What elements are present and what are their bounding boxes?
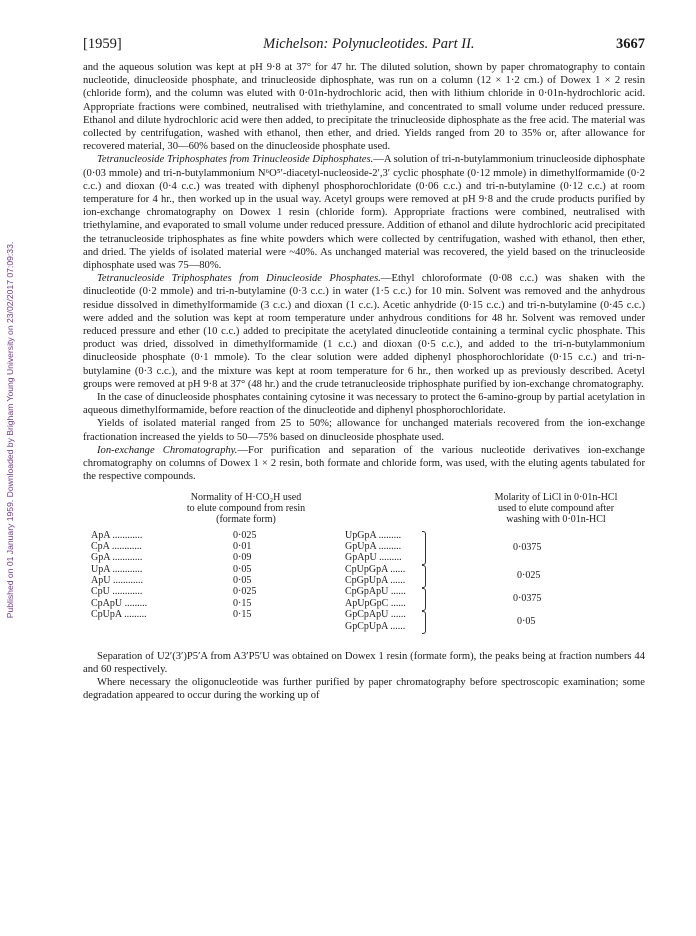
page-number: 3667 [615,36,645,52]
table-row: ApA ............ [91,529,143,541]
paragraph-8: Where necessary the oligonucleotide was further purified by paper chromatography before spectroscopic examination; some degradation appeared to occur during the working up of [83,676,645,702]
paragraph-5: Yields of isolated material ranged from 25 to 50%; allowance for unchanged materials recovered from the ion-exchange fractionation increased the yields to 50—75% based on dinucleoside phosphate used. [83,418,645,443]
table-row: UpGpA ......... [345,529,402,541]
compound-name: GpUpA [345,540,377,552]
table-row: CpGpApU ...... [345,586,406,598]
compound-name: ApU [91,575,111,587]
paragraph-3 [83,272,645,391]
header-year: [1959] [83,36,122,52]
table-row: CpU ............ [91,586,143,598]
left-compound-column [91,530,147,621]
group-brace [422,531,426,565]
paragraph-2 [83,153,645,272]
header-line: (formate form) [216,514,276,526]
paragraph-6 [83,444,645,484]
right-column-header [471,492,641,526]
paragraph-6-body: —For purification and separation of the various nucleotide derivatives ion-exchange chromatography on columns of Dowex 1 × 2 resin, both formate and chloride form, was used, with the eluting agents tabulated for the respective compounds. [83,444,645,483]
group-brace [422,565,426,588]
page-content [83,36,645,702]
compound-name: CpUpGpA [345,563,388,575]
left-column-header [171,492,321,526]
group-value: 0·0375 [513,541,542,553]
group-value: 0·025 [517,569,541,581]
section-heading: Ion-exchange Chromatography. [97,444,238,456]
table-row: GpApU ......... [345,552,402,564]
header-line: Molarity of LiCl in 0·01n-HCl [494,491,618,503]
cell-value: 0·15 [233,597,252,609]
compound-name: CpUpA [91,609,122,621]
group-value: 0·0375 [513,592,542,604]
table-row: UpA ............ [91,563,143,575]
section-heading: Tetranucleoside Triphosphates from Trinucleoside Diphosphates. [97,154,374,166]
paragraph-7: Separation of U2′(3′)P5′A from A3′P5′U was obtained on Dowex 1 resin (formate form), the peaks being at fraction numbers 44 and 60 respectively. [83,650,645,675]
right-compound-column [345,530,406,633]
compound-name: UpGpA [345,529,377,541]
paragraph-3-body: —Ethyl chloroformate (0·08 c.c.) was shaken with the dinucleotide (0·2 mmole) and tri-n-butylamine (0·3 c.c.) in water (1·5 c.c.) for 10 min. Solvent was removed and the anhydrous residue dissolved in dimethylformamide (3 c.c.) and dioxan (1 c.c.). Acetic anhydride (0·15 c.c.) and tri-n-butylamine (0·45 c.c.) were added and the solution was kept at room temperature under anhydrous conditions for 48 hr. Solvent was removed under reduced pressure and ether (10 c.c.) added to precipitate the acetylated dinucleotide containing a terminal cyclic phosphate. This product was dried, dissolved in dimethylformamide (1 c.c.) and dioxan (0·5 c.c.), and added to the tri-n-butylammonium dinucleoside phosphate (0·1 mmole). To the clear solution were added diphenyl phosphorochloridate (0·15 c.c.) and tri-n-butylamine (0·3 c.c.), and the mixture was kept at room temperature for 6 hr., then worked up as previously described. Acetyl groups were removed at pH 9·8 at 37° (48 hr.) and the crude tetranucleoside triphosphate purified by ion-exchange chromatography. [83,273,645,390]
group-brace [422,588,426,611]
running-header [83,36,645,53]
compound-name: ApUpGpC [345,597,389,609]
compound-name: GpCpUpA [345,620,388,632]
cell-value: 0·15 [233,609,252,621]
header-line: washing with 0·01n-HCl [506,514,606,526]
table-row: GpCpApU ...... [345,609,406,621]
paragraph-4: In the case of dinucleoside phosphates containing cytosine it was necessary to protect the 6-amino-group by partial acetylation in aqueous dimethylformamide, before reaction of the dinucleotide and diphenyl phosphorochloridate. [83,392,645,417]
compound-name: CpU [91,586,110,598]
compound-name: ApA [91,529,110,541]
group-brace [422,611,426,634]
compound-name: UpA [91,563,110,575]
table-row: GpCpUpA ...... [345,620,406,632]
cell-value: 0·01 [233,540,252,552]
compound-name: CpApU [91,597,123,609]
cell-value: 0·05 [233,575,252,587]
compound-name: CpA [91,540,110,552]
table-row: CpUpGpA ...... [345,563,406,575]
compound-name: CpGpApU [345,586,389,598]
compound-name: CpGpUpA [345,575,388,587]
group-value: 0·05 [517,615,536,627]
download-notice [0,150,20,710]
compound-name: GpApU [345,552,377,564]
download-notice-text: Published on 01 January 1959. Downloaded by Brigham Young University on 23/02/2017 07:09:33. [5,241,15,619]
cell-value: 0·025 [233,586,257,598]
section-heading: Tetranucleoside Triphosphates from Dinucleoside Phosphates. [97,273,381,285]
paragraph-2-body: —A solution of tri-n-butylammonium trinucleoside diphosphate (0·03 mmole) and tri-n-butylammonium N⁶O⁵′-diacetyl-nucleoside-2′,3′ cyclic phosphate (0·12 mmole) in dimethylformamide (0·2 c.c.) and dioxan (0·4 c.c.) was treated with diphenyl phosphorochloridate (0·06 c.c.) and tri-n-butylamine (0·12 c.c.) at room temperature for 4 hr., then worked up in the usual way. Acetyl groups were removed at pH 9·8 and the crude products purified by ion-exchange chromatography on Dowex 1 resin (chloride form). Appropriate fractions were combined, neutralised with triethylamine, and evaporated to small volume under reduced pressure. Addition of ethanol and dilute hydrochloric acid precipitated the tetranucleoside triphosphates as fine white powders which were collected by centrifugation, washed with ethanol, then ether, and dried. The yields of isolated material were ~40%. As unchanged material was recovered, the yield based on the trinucleoside diphosphate used was 75—80%. [83,154,645,272]
table-row: ApU ............ [91,575,143,587]
cell-value: 0·025 [233,529,257,541]
elution-table [83,492,645,650]
table-row: GpA ............ [91,552,143,564]
cell-value: 0·09 [233,552,252,564]
header-title: Michelson: Polynucleotides. Part II. [263,36,475,52]
table-row: GpUpA ......... [345,540,402,552]
header-line: Normality of H·CO₂H used [190,491,302,503]
table-row: ApUpGpC ...... [345,597,406,609]
left-value-column [233,530,256,621]
table-row: CpA ............ [91,540,142,552]
paragraph-1: and the aqueous solution was kept at pH 9·8 at 37° for 47 hr. The diluted solution, shown by paper chromatography to contain nucleotide, dinucleoside phosphate, and trinucleoside diphosphate, was run on a column (12 × 1·2 cm.) of Dowex 1 × 2 resin (chloride form), and the column was eluted with 0·01n-hydrochloric acid, then with lithium chloride in 0·01n-hydrochloric acid. Appropriate fractions were combined, neutralised with triethylamine, and concentrated to small volume under reduced pressure. Ethanol and dilute hydrochloric acid were then added, to precipitate the trinucleoside diphosphate as the free acid. The material was collected by centrifugation, washed with ethanol, then ether, and dried. Yields ranged from 20 to 35% or, after allowance for recovered material, 30—60% based on the dinucleoside phosphate used. [83,62,645,153]
header-line: to elute compound from resin [186,502,306,514]
table-row: CpUpA ......... [91,609,147,621]
cell-value: 0·05 [233,563,252,575]
compound-name: GpCpApU [345,609,389,621]
table-row: CpApU ......... [91,597,148,609]
compound-name: GpA [91,552,110,564]
table-row: CpGpUpA ...... [345,575,406,587]
header-line: used to elute compound after [497,502,615,514]
